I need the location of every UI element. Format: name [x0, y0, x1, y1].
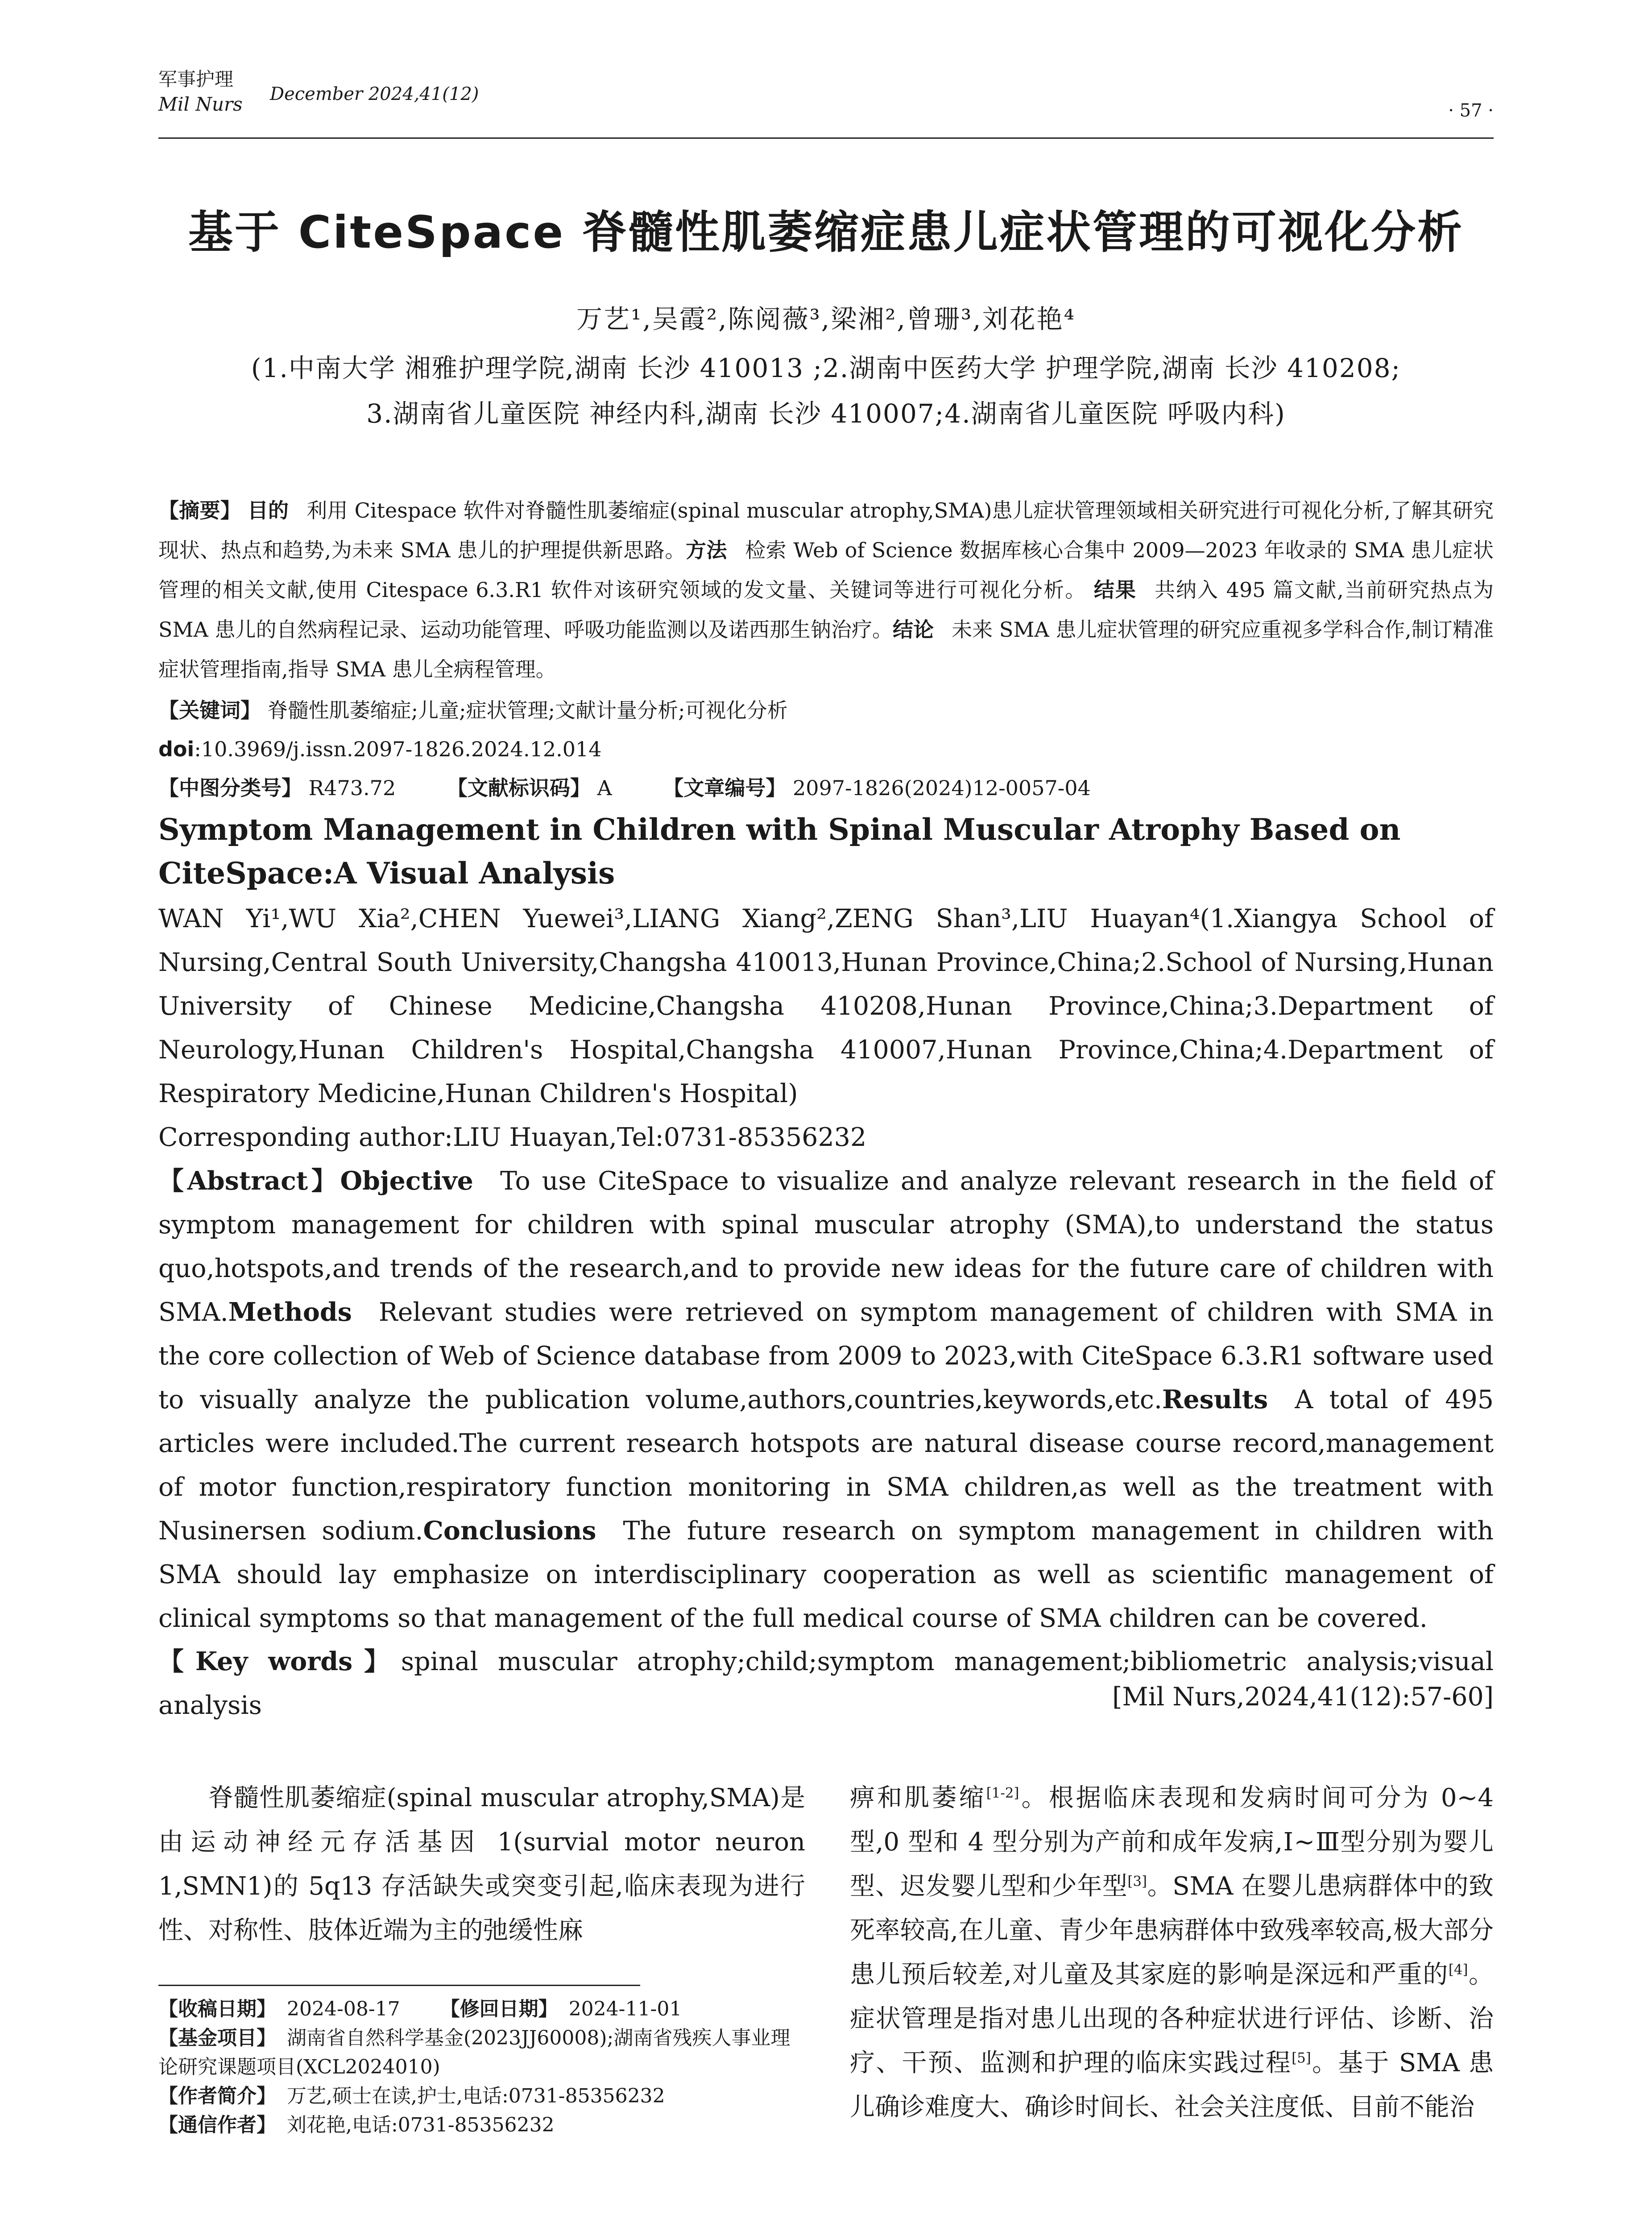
cn-conclusion-label: 结论 [893, 618, 934, 642]
en-objective-label: Objective [340, 1166, 473, 1196]
en-methods-label: Methods [228, 1297, 352, 1327]
footnote-dates [158, 1995, 805, 2024]
fund-label: 【基金项目】 [158, 2027, 276, 2049]
doc-code-value: A [597, 776, 612, 800]
revised-date: 2024-11-01 [568, 1998, 682, 2020]
cn-objective-text: 利用 Citespace 软件对脊髓性肌萎缩症(spinal muscular atrophy,SMA)患儿症状管理领域相关研究进行可视化分析,了解其研究现状、热点和趋势,为未来 SMA 患儿的护理提供新思路。 [158, 498, 1494, 562]
reference-marker[interactable]: [3] [1127, 1873, 1147, 1890]
article-title: 基于 CiteSpace 脊髓性肌萎缩症患儿症状管理的可视化分析 [188, 206, 1464, 258]
en-abstract-label: 【Abstract】 [158, 1166, 340, 1196]
citation: [Mil Nurs,2024,41(12):57-60] [1112, 1682, 1494, 1712]
en-objective-text: To use CiteSpace to visualize and analyze relevant research in the field of symptom management for children with spinal muscular atrophy (SMA),to understand the status quo,hotspots,and trends of the research,and to provide new ideas for the future care of children with SMA. [158, 1166, 1494, 1327]
journal-name [158, 67, 243, 117]
author-bio-label: 【作者简介】 [158, 2085, 276, 2107]
cn-conclusion-text: 未来 SMA 患儿症状管理的研究应重视多学科合作,制订精准症状管理指南,指导 SMA 患儿全病程管理。 [158, 618, 1494, 681]
en-keywords-text: spinal muscular atrophy;child;symptom management;bibliometric analysis;visual analysis [158, 1647, 1494, 1720]
clc-value: R473.72 [308, 776, 396, 800]
classification-row [158, 768, 1494, 808]
cn-results-label: 结果 [1093, 578, 1137, 602]
body-text: 。基于 SMA 患儿确诊难度大、确诊时间长、社会关注度低、目前不能治 [850, 2049, 1494, 2122]
cn-methods-label: 方法 [685, 538, 728, 562]
author-list: 万艺¹,吴霞²,陈阅薇³,梁湘²,曾珊³,刘花艳⁴ [576, 304, 1076, 334]
body-column-right [850, 1776, 1494, 2129]
doi-text: :10.3969/j.issn.2097-1826.2024.12.014 [194, 737, 602, 761]
fund-text: 湖南省自然科学基金(2023JJ60008);湖南省残疾人事业理论研究课题项目(XCL2024010) [158, 2027, 791, 2078]
page-number: · 57 · [1448, 100, 1494, 121]
footnotes [158, 1995, 805, 2140]
doc-code-label: 【文献标识码】 [447, 776, 591, 800]
body-text: 。SMA 在婴儿患病群体中的致死率较高,在儿童、青少年患病群体中致残率较高,极大部分患儿预后较差,对儿童及其家庭的影响是深远和严重的 [850, 1872, 1494, 1989]
received-date: 2024-08-17 [287, 1998, 400, 2020]
received-label: 【收稿日期】 [158, 1998, 276, 2020]
corresponding-author: Corresponding author:LIU Huayan,Tel:0731-85356232 [158, 1123, 867, 1152]
reference-marker[interactable]: [4] [1448, 1961, 1468, 1978]
doi [158, 730, 1494, 769]
english-abstract [158, 1159, 1494, 1640]
cn-abstract-label: 【摘要】 [158, 498, 241, 523]
cn-objective-label: 目的 [247, 498, 289, 523]
cn-keywords-text: 脊髓性肌萎缩症;儿童;症状管理;文献计量分析;可视化分析 [267, 698, 788, 722]
en-keywords-label: 【Key words】 [158, 1646, 401, 1676]
en-conclusions-text: The future research on symptom management in children with SMA should lay emphasize on interdisciplinary cooperation as well as scientific management of clinical symptoms so that management of the full medical course of SMA children can be covered. [158, 1516, 1494, 1633]
en-conclusions-label: Conclusions [423, 1516, 596, 1546]
footnote-fund [158, 2024, 805, 2082]
reference-marker[interactable]: [1-2] [986, 1785, 1019, 1801]
english-authors: WAN Yi¹,WU Xia²,CHEN Yuewei³,LIANG Xiang²,ZENG Shan³,LIU Huayan⁴(1.Xiangya School of Nursing,Central South University,Changsha 410013,Hunan Province,China;2.School of Nursing,Hunan University of Chinese Medicine,Changsha 410208,Hunan Province,China;3.Department of Neurology,Hunan Children's Hospital,Changsha 410007,Hunan Province,China;4.Department of Respiratory Medicine,Hunan Children's Hospital) [158, 904, 1494, 1108]
en-results-text: A total of 495 articles were included.The current research hotspots are natural disease course record,management of motor function,respiratory function monitoring in SMA children,as well as the treatment with Nusinersen sodium. [158, 1385, 1494, 1546]
cn-abstract [158, 491, 1494, 689]
journal-name-cn: 军事护理 [158, 68, 234, 90]
cn-keywords-label: 【关键词】 [158, 698, 261, 722]
affiliation-line-1: (1.中南大学 湘雅护理学院,湖南 长沙 410013 ;2.湖南中医药大学 护理学院,湖南 长沙 410208; [251, 353, 1401, 383]
affiliation-line-2: 3.湖南省儿童医院 神经内科,湖南 长沙 410007;4.湖南省儿童医院 呼吸内科) [366, 398, 1286, 429]
body-text: 。症状管理是指对患儿出现的各种症状进行评估、诊断、治疗、干预、监测和护理的临床实践过程 [850, 1960, 1494, 2078]
article-number-value: 2097-1826(2024)12-0057-04 [792, 776, 1091, 800]
author-bio-text: 万艺,硕士在读,护士,电话:0731-85356232 [287, 2085, 665, 2107]
en-results-label: Results [1162, 1385, 1268, 1414]
clc-label: 【中图分类号】 [158, 776, 302, 800]
body-text: 。根据临床表现和发病时间可分为 0~4 型,0 型和 4 型分别为产前和成年发病,Ⅰ~Ⅲ型分别为婴儿型、迟发婴儿型和少年型 [850, 1783, 1494, 1901]
header-rule [158, 137, 1494, 139]
issue-date: December 2024,41(12) [270, 84, 479, 104]
revised-label: 【修回日期】 [440, 1998, 558, 2020]
journal-name-en: Mil Nurs [158, 93, 243, 115]
corr-author-label: 【通信作者】 [158, 2114, 276, 2136]
article-number-label: 【文章编号】 [663, 776, 787, 800]
doi-label: doi [158, 737, 195, 761]
cn-keywords [158, 691, 1494, 730]
cn-methods-text: 检索 Web of Science 数据库核心合集中 2009—2023 年收录的 SMA 患儿症状管理的相关文献,使用 Citespace 6.3.R1 软件对该研究领域的发文量、关键词等进行可视化分析。 [158, 538, 1494, 602]
body-text: 痹和肌萎缩 [850, 1783, 986, 1812]
corr-author-text: 刘花艳,电话:0731-85356232 [287, 2114, 555, 2136]
english-title: Symptom Management in Children with Spinal Muscular Atrophy Based on CiteSpace:A Visual Analysis [158, 812, 1401, 891]
footnote-author [158, 2082, 805, 2111]
en-methods-text: Relevant studies were retrieved on symptom management of children with SMA in the core collection of Web of Science database from 2009 to 2023,with CiteSpace 6.3.R1 software used to visually analyze the publication volume,authors,countries,keywords,etc. [158, 1298, 1494, 1414]
cn-results-text: 共纳入 495 篇文献,当前研究热点为 SMA 患儿的自然病程记录、运动功能管理、呼吸功能监测以及诺西那生钠治疗。 [158, 578, 1494, 642]
footnote-rule [158, 1985, 640, 1986]
footnote-corresponding [158, 2111, 805, 2140]
body-column-left: 脊髓性肌萎缩症(spinal muscular atrophy,SMA)是由运动神经元存活基因 1(survial motor neuron 1,SMN1)的 5q13 存活缺失或突变引起,临床表现为进行性、对称性、肢体近端为主的弛缓性麻 [158, 1783, 805, 1945]
reference-marker[interactable]: [5] [1292, 2050, 1311, 2066]
